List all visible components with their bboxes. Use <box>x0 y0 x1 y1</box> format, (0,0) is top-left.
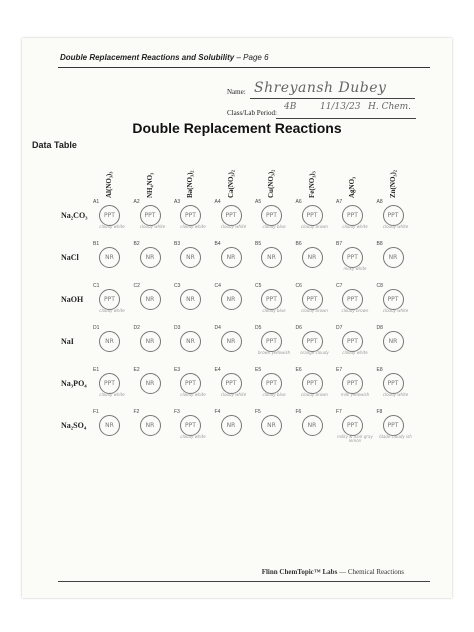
page-title: Double Replacement Reactions <box>132 120 342 136</box>
cell-id: D4 <box>214 325 221 331</box>
cell-id: F6 <box>295 409 302 415</box>
class-extra: H. Chem. <box>368 102 411 112</box>
cell-id: F4 <box>214 409 221 415</box>
cell-id: C6 <box>295 283 302 289</box>
cell-note: cloudy white <box>180 392 206 397</box>
result-circle <box>342 373 363 394</box>
cell-id: D6 <box>295 325 302 331</box>
cell-id: B1 <box>93 241 100 247</box>
result-circle <box>221 205 242 226</box>
result-circle <box>180 415 201 436</box>
table-cell <box>176 243 212 281</box>
cell-id: A1 <box>93 199 100 205</box>
cell-id: C2 <box>133 283 140 289</box>
cell-id: C4 <box>214 283 221 289</box>
result-circle <box>383 247 404 268</box>
row-header: Na₂CO₃ <box>61 211 88 220</box>
cell-result: PPT <box>306 380 318 387</box>
table-cell <box>295 199 334 239</box>
table-cell <box>295 409 334 449</box>
cell-result: NR <box>186 296 195 303</box>
table-cell <box>376 199 415 239</box>
result-circle <box>140 373 161 394</box>
class-value: 4B <box>284 102 297 112</box>
table-cell <box>133 367 172 407</box>
cell-id: C3 <box>174 283 181 289</box>
result-circle <box>261 289 282 310</box>
table-cell <box>214 367 253 407</box>
result-circle <box>180 247 201 268</box>
table-cell <box>214 241 253 281</box>
worksheet-page <box>22 38 452 598</box>
cell-note: cloudy white <box>139 224 166 229</box>
result-circle <box>99 205 120 226</box>
result-circle <box>383 331 404 352</box>
table-cell <box>338 411 374 449</box>
result-circle <box>140 247 161 268</box>
cell-id: A8 <box>376 199 383 205</box>
cell-id: D7 <box>336 325 343 331</box>
cell-id: E8 <box>376 367 383 373</box>
table-cell <box>214 199 253 239</box>
cell-note: cloudy blue <box>262 308 286 313</box>
cell-result: PPT <box>266 338 277 345</box>
table-cell <box>176 369 212 407</box>
cell-result: PPT <box>387 212 399 219</box>
cell-note: cloudy white <box>342 224 368 229</box>
cell-id: B8 <box>376 241 383 247</box>
cell-id: D5 <box>255 325 262 331</box>
cell-note: cloudy white <box>382 308 409 313</box>
row-header: Na₃PO₄ <box>61 379 87 388</box>
cell-id: B7 <box>336 241 343 247</box>
result-circle <box>342 205 363 226</box>
cell-result: PPT <box>387 380 399 387</box>
result-circle <box>383 373 404 394</box>
table-cell <box>257 369 293 407</box>
result-circle <box>383 205 404 226</box>
cell-note: cloudy brown <box>301 224 328 229</box>
footer-section: — Chemical Reactions <box>337 568 404 576</box>
cell-note: milk yellowish <box>340 392 370 397</box>
cell-note: cloudy brown <box>341 308 369 313</box>
result-circle <box>302 373 323 394</box>
date-value: 11/13/23 <box>320 102 361 112</box>
result-circle <box>99 415 120 436</box>
result-circle <box>140 289 161 310</box>
result-circle <box>140 205 161 226</box>
cell-result: PPT <box>104 296 115 303</box>
result-circle <box>302 331 323 352</box>
header-page: – Page 6 <box>234 53 269 62</box>
result-circle <box>99 331 120 352</box>
result-circle <box>221 289 242 310</box>
cell-result: PPT <box>347 380 358 387</box>
result-circle <box>99 289 120 310</box>
cell-id: E1 <box>93 367 100 373</box>
result-circle <box>180 331 201 352</box>
cell-result: PPT <box>347 254 358 261</box>
row-header: NaOH <box>61 295 84 304</box>
table-cell <box>133 241 172 281</box>
result-circle <box>342 289 363 310</box>
result-circle <box>180 205 201 226</box>
column-header: Ba(NO₃)₂ <box>186 170 194 198</box>
cell-note: cloudy white <box>180 224 206 229</box>
cell-result: PPT <box>104 212 115 219</box>
cell-id: F8 <box>376 409 383 415</box>
class-label: Class/Lab Period: <box>227 109 277 117</box>
cell-id: C5 <box>255 283 262 289</box>
cell-note: milky white <box>343 266 367 271</box>
result-circle <box>261 331 282 352</box>
table-cell <box>95 369 131 407</box>
result-circle <box>342 415 363 436</box>
cell-id: C7 <box>336 283 343 289</box>
cell-result: PPT <box>266 296 277 303</box>
cell-note: cloudy brown <box>301 392 328 397</box>
cell-result: NR <box>145 380 155 387</box>
cell-id: E5 <box>255 367 262 373</box>
cell-result: NR <box>145 254 155 261</box>
cell-result: NR <box>226 296 236 303</box>
cell-result: NR <box>186 254 195 261</box>
cell-note: cloudy white <box>382 392 409 397</box>
cell-note: cloudy white <box>99 224 125 229</box>
table-cell <box>176 285 212 323</box>
cell-note: cloudy white <box>99 392 125 397</box>
cell-id: C1 <box>93 283 100 289</box>
cell-id: A4 <box>214 199 221 205</box>
table-cell <box>257 201 293 239</box>
cell-result: NR <box>267 254 276 261</box>
result-circle <box>383 415 404 436</box>
cell-result: NR <box>145 422 155 429</box>
result-circle <box>221 415 242 436</box>
cell-id: C8 <box>376 283 383 289</box>
header-rule <box>58 67 430 68</box>
table-cell <box>376 241 415 281</box>
table-cell <box>376 367 415 407</box>
result-circle <box>261 205 282 226</box>
column-header: Cu(NO₃)₂ <box>267 169 275 198</box>
result-circle <box>180 289 201 310</box>
cell-result: PPT <box>225 212 237 219</box>
cell-result: PPT <box>104 380 115 387</box>
table-cell <box>95 201 131 239</box>
cell-result: NR <box>145 338 155 345</box>
cell-id: B2 <box>133 241 140 247</box>
cell-note: cloudy white <box>99 308 125 313</box>
result-circle <box>261 247 282 268</box>
result-circle <box>221 373 242 394</box>
cell-result: NR <box>186 338 195 345</box>
cell-id: F3 <box>174 409 180 415</box>
cell-note: cloudy white <box>382 224 409 229</box>
cell-result: NR <box>226 254 236 261</box>
table-cell <box>176 201 212 239</box>
cell-result: NR <box>145 296 155 303</box>
cell-result: PPT <box>306 212 318 219</box>
table-cell <box>214 283 253 323</box>
table-cell <box>295 283 334 323</box>
result-circle <box>140 415 161 436</box>
cell-result: PPT <box>347 212 358 219</box>
cell-result: PPT <box>347 338 358 345</box>
table-cell <box>257 327 293 365</box>
cell-id: A5 <box>255 199 262 205</box>
row-header: NaCl <box>61 253 79 262</box>
table-cell <box>295 367 334 407</box>
table-cell <box>133 199 172 239</box>
cell-id: B3 <box>174 241 181 247</box>
cell-id: F1 <box>93 409 99 415</box>
cell-result: NR <box>307 254 317 261</box>
cell-note: cloudy white <box>220 392 247 397</box>
cell-id: E7 <box>336 367 343 373</box>
table-cell <box>376 283 415 323</box>
table-cell <box>257 243 293 281</box>
table-cell <box>95 411 131 449</box>
cell-id: A2 <box>133 199 140 205</box>
result-circle <box>140 331 161 352</box>
cell-result: PPT <box>387 422 399 429</box>
cell-id: F2 <box>133 409 140 415</box>
table-cell <box>176 327 212 365</box>
cell-id: A6 <box>295 199 302 205</box>
cell-result: NR <box>105 422 114 429</box>
cell-id: E6 <box>295 367 302 373</box>
table-cell <box>95 327 131 365</box>
cell-id: B4 <box>214 241 221 247</box>
result-circle <box>261 373 282 394</box>
column-header: NH₄NO₃ <box>145 172 154 198</box>
cell-result: PPT <box>387 296 399 303</box>
table-cell <box>133 325 172 365</box>
cell-id: F5 <box>255 409 261 415</box>
cell-result: PPT <box>347 296 358 303</box>
result-circle <box>302 289 323 310</box>
table-cell <box>133 283 172 323</box>
data-table-label: Data Table <box>32 140 77 150</box>
cell-note: cloudy blue <box>262 224 286 229</box>
table-cell <box>376 409 415 449</box>
cell-result: NR <box>388 338 398 345</box>
result-circle <box>302 247 323 268</box>
cell-note: cloudy white <box>180 434 206 439</box>
table-cell <box>295 325 334 365</box>
table-cell <box>214 325 253 365</box>
result-circle <box>302 415 323 436</box>
column-header: Al(NO₃)₃ <box>105 171 113 198</box>
page-footer <box>262 568 404 576</box>
table-cell <box>176 411 212 449</box>
cell-result: PPT <box>185 212 196 219</box>
cell-id: A3 <box>174 199 181 205</box>
result-circle <box>99 373 120 394</box>
cell-result: PPT <box>306 338 318 345</box>
table-cell <box>95 285 131 323</box>
column-header: AgNO₃ <box>348 176 356 198</box>
table-cell <box>257 285 293 323</box>
page-header <box>60 53 269 62</box>
table-cell <box>338 201 374 239</box>
result-circle <box>180 373 201 394</box>
cell-result: PPT <box>266 380 277 387</box>
cell-result: PPT <box>306 296 318 303</box>
footer-rule <box>58 581 430 582</box>
cell-id: D8 <box>376 325 383 331</box>
cell-note: blade cloudy ish <box>379 434 412 439</box>
cell-id: E2 <box>133 367 140 373</box>
cell-id: B5 <box>255 241 262 247</box>
cell-note: cloudy white <box>342 350 368 355</box>
table-cell <box>133 409 172 449</box>
cell-result: NR <box>267 422 276 429</box>
result-circle <box>302 205 323 226</box>
row-header: Na₂SO₄ <box>61 421 87 430</box>
cell-result: NR <box>226 422 236 429</box>
cell-result: NR <box>307 422 317 429</box>
cell-result: NR <box>105 254 114 261</box>
cell-result: NR <box>226 338 236 345</box>
cell-note: milky & dark gray lemon <box>337 434 373 444</box>
footer-brand: Flinn ChemTopic™ Labs <box>261 568 338 576</box>
result-circle <box>221 331 242 352</box>
cell-note: cloudy white <box>220 224 247 229</box>
cell-result: NR <box>105 338 114 345</box>
result-circle <box>383 289 404 310</box>
result-circle <box>99 247 120 268</box>
cell-note: brown yellowish <box>257 350 291 355</box>
column-header: Fe(NO₃)₃ <box>307 171 316 198</box>
cell-id: D1 <box>93 325 100 331</box>
cell-result: PPT <box>225 380 237 387</box>
table-cell <box>338 285 374 323</box>
cell-note: orange cloudy <box>300 350 329 355</box>
table-cell <box>295 241 334 281</box>
cell-result: PPT <box>144 212 156 219</box>
cell-note: cloudy brown <box>301 308 328 313</box>
cell-result: NR <box>388 254 398 261</box>
cell-result: PPT <box>347 422 358 429</box>
table-cell <box>376 325 415 365</box>
table-cell <box>338 327 374 365</box>
cell-id: E4 <box>214 367 221 373</box>
table-cell <box>338 369 374 407</box>
result-circle <box>342 331 363 352</box>
table-cell <box>214 409 253 449</box>
cell-result: PPT <box>266 212 277 219</box>
result-circle <box>261 415 282 436</box>
cell-id: B6 <box>295 241 302 247</box>
cell-id: D2 <box>133 325 140 331</box>
cell-result: PPT <box>185 422 196 429</box>
table-cell <box>257 411 293 449</box>
table-cell <box>95 243 131 281</box>
header-title: Double Replacement Reactions and Solubility <box>60 53 235 62</box>
column-header: Ca(NO₃)₂ <box>226 170 235 198</box>
class-line <box>276 118 416 119</box>
cell-id: D3 <box>174 325 181 331</box>
column-header: Zn(NO₃)₂ <box>388 170 397 198</box>
result-circle <box>221 247 242 268</box>
name-value: Shreyansh Dubey <box>254 80 387 96</box>
cell-id: E3 <box>174 367 181 373</box>
cell-note: cloudy blue <box>262 392 286 397</box>
name-line <box>250 98 415 99</box>
name-label: Name: <box>227 88 246 96</box>
row-header: NaI <box>61 337 74 346</box>
result-circle <box>342 247 363 268</box>
table-cell <box>338 243 374 281</box>
cell-id: F7 <box>336 409 342 415</box>
cell-id: A7 <box>336 199 343 205</box>
cell-result: PPT <box>185 380 196 387</box>
